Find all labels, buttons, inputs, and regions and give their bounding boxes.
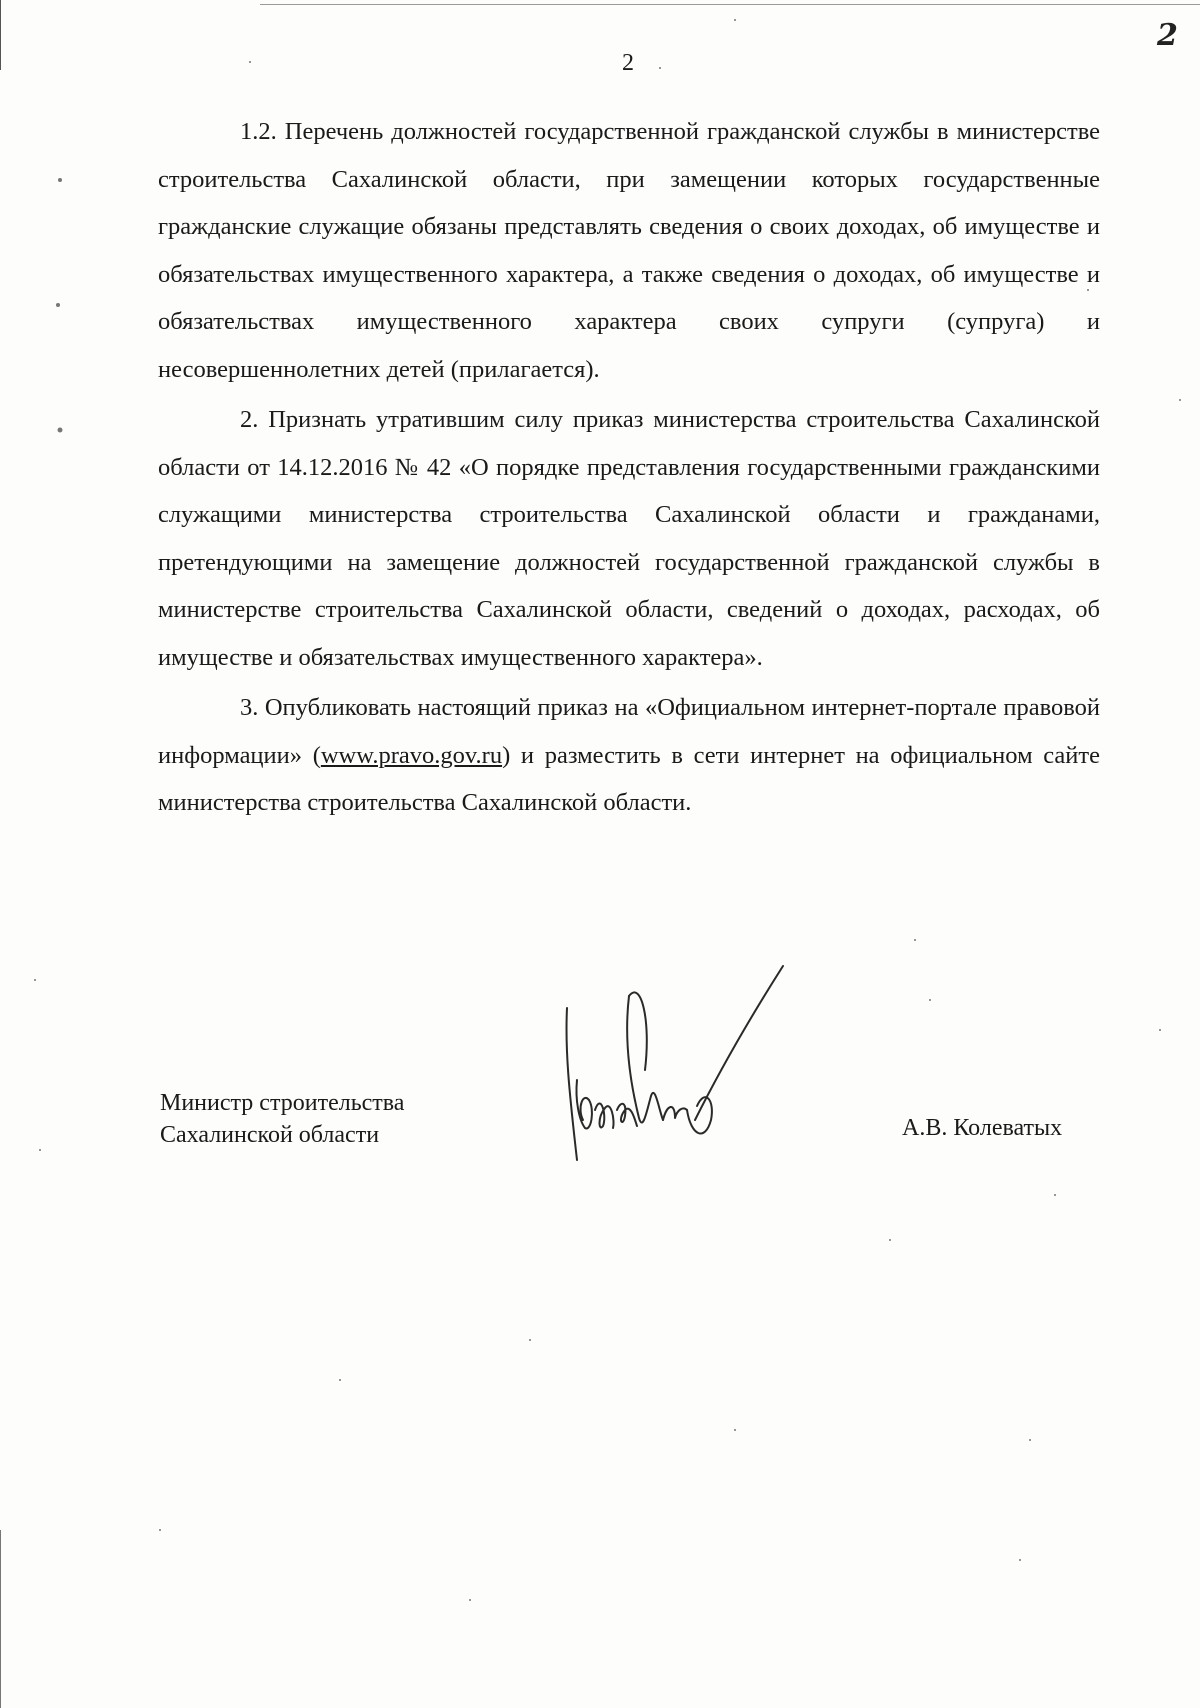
paragraph-1-2: 1.2. Перечень должностей государственной гражданской службы в министерстве строительства Сахалинской области, при замещении которых государственные гражданские служащие обязаны представлять сведения о своих доходах, об имуществе и обязательствах имущественного характера, а также сведения о доходах, об имуществе и обязательствах имущественного характера своих супруги (супруга) и несовершеннолетних детей (прилагается). xyxy=(158,118,1100,383)
signatory-title xyxy=(160,1087,404,1151)
page-number: 2 xyxy=(622,50,634,76)
scan-left-edge xyxy=(0,0,1,70)
handwritten-signature xyxy=(555,960,795,1170)
paragraph-2: 2. Признать утратившим силу приказ министерства строительства Сахалинской области от 14.12.2016 № 42 «О порядке представления государственными гражданскими служащими министерства строительства Сахалинской области и гражданами, претендующими на замещение должностей государственной гражданской службы в министерстве строительства Сахалинской области, сведений о доходах, расходах, об имуществе и обязательствах имущественного характера». xyxy=(158,406,1100,671)
pravo-gov-link[interactable]: www.pravo.gov.ru xyxy=(320,741,503,769)
document-body xyxy=(158,108,1100,830)
paragraph-3-text-start: 3. Опубликовать настоящий приказ на «Официальном интернет-портале правовой информации» ( xyxy=(158,694,1100,769)
signatory-title-line-1: Министр строительства xyxy=(160,1090,405,1116)
paragraph-3 xyxy=(158,684,1100,827)
scan-top-rule xyxy=(260,4,1200,5)
scan-left-edge-bottom xyxy=(0,1530,1,1708)
handwritten-page-number: 2 xyxy=(1157,18,1178,53)
signatory-title-line-2: Сахалинской области xyxy=(160,1122,380,1148)
signatory-name: А.В. Колеватых xyxy=(902,1115,1063,1141)
paragraph-3-text-end: ) и разместить в сети интернет на официальном сайте министерства строительства Сахалинской области. xyxy=(158,741,1100,816)
